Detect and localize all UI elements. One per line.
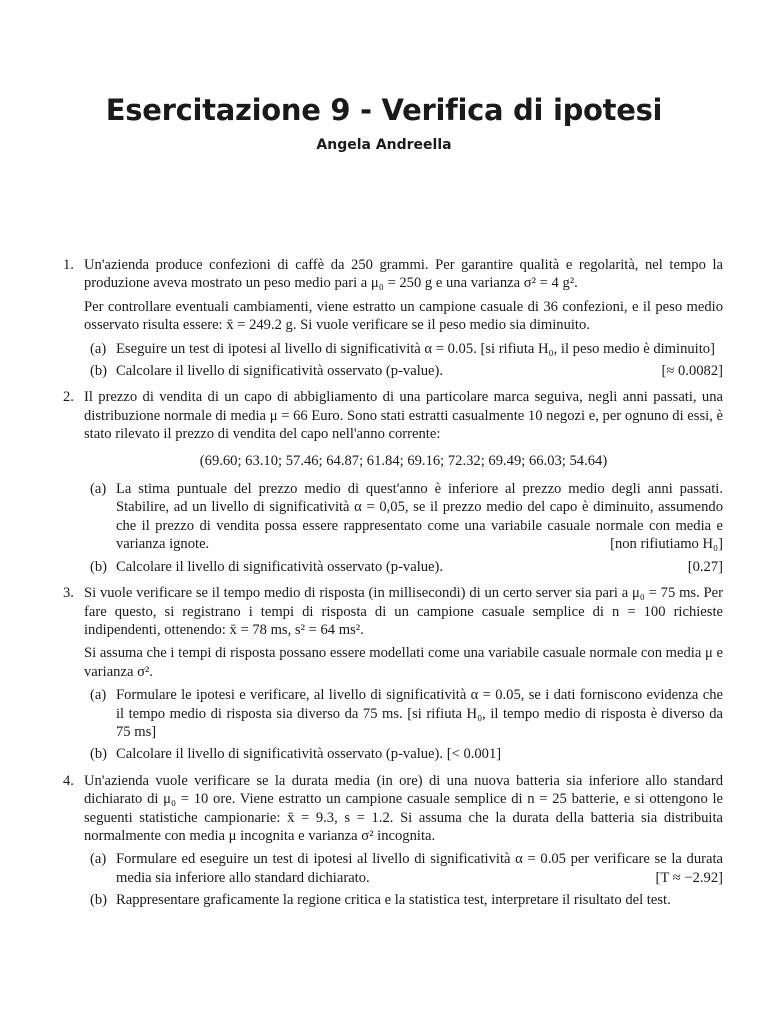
sub-question	[84, 558, 723, 576]
sub-question-text: Calcolare il livello di significatività osservato (p-value).	[116, 746, 444, 763]
problem-paragraph: Si vuole verificare se il tempo medio di risposta (in millisecondi) di un certo server sia pari a μ₀ = 75 ms. Per fare questo, si registrano i tempi di risposta di un campione casuale semplice di n = 100 richieste indipendenti, ottenendo: x̄ = 78 ms, s² = 64 ms².	[84, 585, 723, 638]
sub-question-list	[84, 340, 723, 381]
problem-1	[63, 256, 723, 380]
answer-hint: [0.27]	[687, 558, 723, 575]
sub-question	[84, 480, 723, 554]
problem-number: 4.	[63, 772, 74, 789]
problem-paragraph: Si assuma che i tempi di risposta possano essere modellati come una variabile casuale normale con media μ e varianza σ².	[84, 645, 723, 680]
problem-number: 2.	[63, 389, 74, 406]
sub-question-label: (a)	[90, 481, 107, 498]
answer-hint: [si rifiuta H₀, il peso medio è diminuito]	[480, 340, 715, 357]
sub-question-list	[84, 850, 723, 909]
sub-question-label: (b)	[90, 892, 108, 909]
document-title: Esercitazione 9 - Verifica di ipotesi	[105, 93, 663, 127]
sub-question	[84, 340, 723, 358]
answer-hint: [≈ 0.0082]	[661, 363, 723, 380]
document-author: Angela Andreella	[316, 137, 452, 153]
answer-hint: [< 0.001]	[446, 746, 502, 763]
problem-3	[63, 584, 723, 764]
problem-number: 3.	[63, 585, 74, 602]
sub-question	[84, 686, 723, 741]
sub-question-text: Formulare le ipotesi e verificare, al livello di significatività α = 0.05, se i dati forniscono evidenza che il tempo medio di risposta sia diverso da 75 ms.	[116, 687, 723, 722]
sub-question	[84, 745, 723, 763]
sub-question-label: (b)	[90, 558, 108, 575]
problem-number: 1.	[63, 257, 74, 273]
answer-hint: [non rifiutiamo H₀]	[610, 536, 723, 553]
sub-question	[84, 362, 723, 380]
sub-question-text: La stima puntuale del prezzo medio di quest'anno è inferiore al prezzo medio degli anni passati. Stabilire, ad un livello di significatività α = 0,05, se il prezzo medio del capo è diminuito, assumendo che il prezzo di vendita possa essere rappresentato come una variabile casuale normale con media e varianza ignote.	[116, 481, 723, 553]
price-data: (69.60; 63.10; 57.46; 64.87; 61.84; 69.16; 72.32; 69.49; 66.03; 54.64)	[199, 452, 608, 469]
answer-hint: [si rifiuta H₀, il tempo medio di risposta è diverso da 75 ms]	[116, 705, 723, 740]
problem-4	[63, 772, 723, 910]
sub-question-list	[84, 686, 723, 764]
sub-question-label: (b)	[90, 746, 108, 763]
problem-paragraph: Il prezzo di vendita di un capo di abbigliamento di una particolare marca seguiva, negli anni passati, una distribuzione normale di media μ = 66 Euro. Sono stati estratti casualmente 10 negozi e, per ognuno di essi, è stato rilevato il prezzo di vendita del capo nell'anno corrente:	[84, 389, 723, 443]
sub-question-list	[84, 480, 723, 576]
problem-paragraph: Per controllare eventuali cambiamenti, viene estratto un campione casuale di 36 confezioni, e il peso medio osservato risulta essere: x̄ = 249.2 g. Si vuole verificare se il peso medio sia diminuito.	[84, 298, 723, 334]
problem-paragraph: Un'azienda vuole verificare se la durata media (in ore) di una nuova batteria sia inferiore allo standard dichiarato di μ₀ = 10 ore. Viene estratto un campione casuale semplice di n = 25 batterie, e si ottengono le seguenti statistiche campionarie: x̄ = 9.3, s = 1.2. Si assuma che la durata della batteria sia distribuita normalmente con media μ incognita e varianza σ² incognita.	[84, 772, 723, 844]
sub-question-text: Formulare ed eseguire un test di ipotesi al livello di significatività α = 0.05 per verificare se la durata media sia inferiore allo standard dichiarato.	[116, 851, 723, 886]
sub-question-text: Calcolare il livello di significatività osservato (p-value).	[116, 363, 444, 380]
sub-question-text: Rappresentare graficamente la regione critica e la statistica test, interpretare il risultato del test.	[116, 892, 671, 909]
sub-question-label: (a)	[90, 340, 107, 357]
sub-question-label: (a)	[90, 687, 107, 704]
sub-question	[84, 850, 723, 887]
sub-question-label: (a)	[90, 851, 107, 868]
sub-question-label: (b)	[90, 363, 108, 380]
sub-question	[84, 891, 723, 909]
problem-2	[63, 388, 723, 576]
answer-hint: [T ≈ −2.92]	[655, 869, 723, 886]
sub-question-text: Calcolare il livello di significatività osservato (p-value).	[116, 558, 444, 575]
exercise-list	[63, 256, 723, 918]
problem-paragraph: Un'azienda produce confezioni di caffè da 250 grammi. Per garantire qualità e regolarità, nel tempo la produzione aveva mostrato un peso medio pari a μ₀ = 250 g e una varianza σ² = 4 g².	[84, 257, 723, 292]
sub-question-text: Eseguire un test di ipotesi al livello di significatività α = 0.05.	[116, 340, 477, 357]
